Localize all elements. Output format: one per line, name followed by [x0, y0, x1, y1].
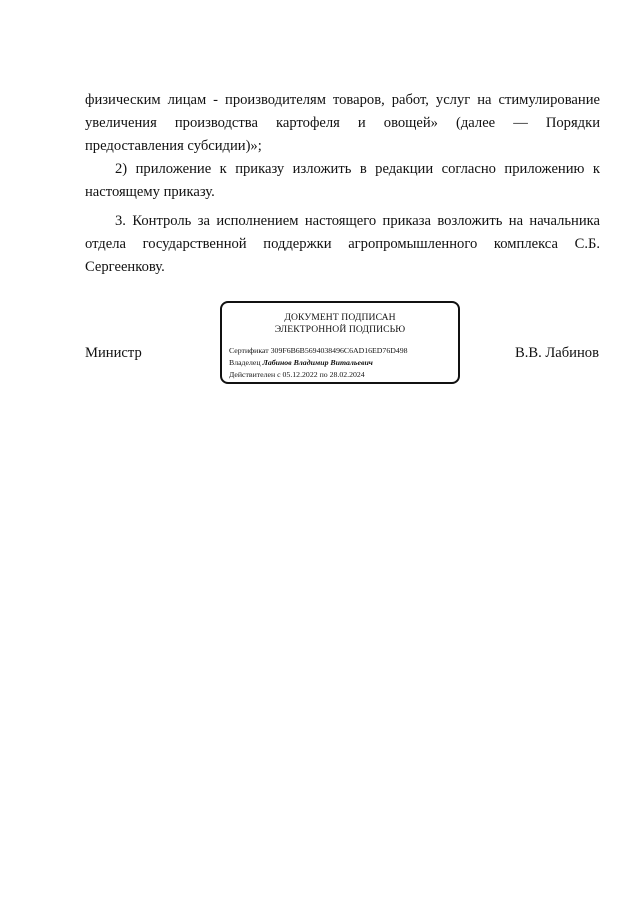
signer-name: В.В. Лабинов — [514, 345, 599, 361]
owner-value: Лабинов Владимир Витальевич — [262, 358, 373, 367]
valid-to: 28.02.2024 — [329, 370, 365, 379]
stamp-certificate — [229, 346, 408, 356]
stamp-title-line-1: ДОКУМЕНТ ПОДПИСАН — [284, 312, 396, 323]
stamp-owner — [229, 358, 373, 368]
valid-from: 05.12.2022 — [282, 370, 318, 379]
paragraph-control-assignment: 3. Контроль за исполнением настоящего приказа возложить на начальника отдела государственной поддержки агропромышленного комплекса С.Б. Сергеенкову. — [85, 213, 600, 275]
paragraph-subsidy-rules: физическим лицам - производителям товаров, работ, услуг на стимулирование увеличения производства картофеля и овощей» (далее — Порядки предоставления субсидии)»; — [85, 92, 600, 154]
owner-label: Владелец — [229, 358, 261, 367]
stamp-title-line-2: ЭЛЕКТРОННОЙ ПОДПИСЬЮ — [274, 324, 406, 335]
paragraph-appendix-amendment: 2) приложение к приказу изложить в редакции согласно приложению к настоящему приказу. — [85, 161, 600, 200]
stamp-title — [222, 312, 458, 336]
valid-label: Действителен с — [229, 370, 281, 379]
certificate-label: Сертификат — [229, 346, 269, 355]
certificate-value: 309F6B6B5694038496C6AD16ED76D498 — [270, 346, 408, 355]
stamp-validity — [229, 370, 365, 380]
valid-to-label: по — [319, 370, 328, 379]
signature-position-title: Министр — [85, 345, 142, 361]
electronic-signature-stamp — [220, 301, 460, 384]
